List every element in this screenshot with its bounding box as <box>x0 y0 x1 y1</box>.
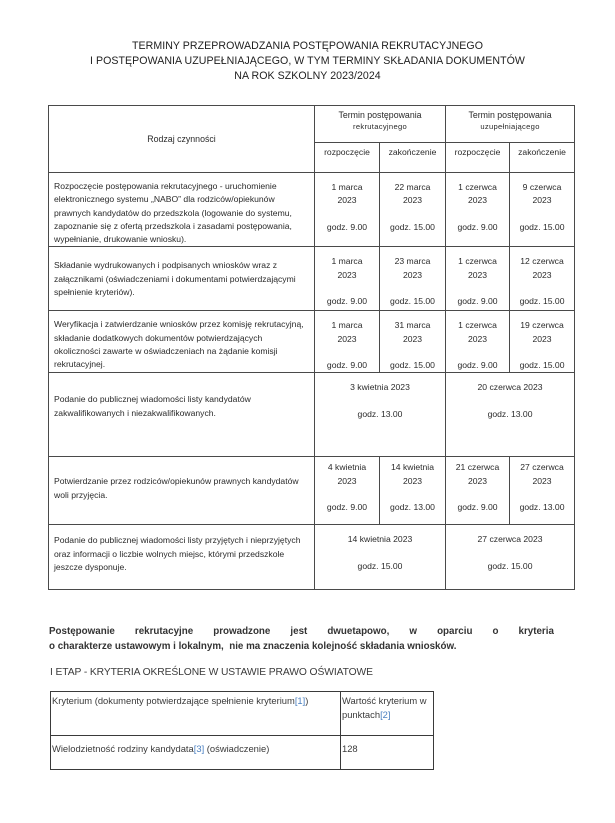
date-cell <box>446 311 510 373</box>
date-text: 4 kwietnia <box>327 462 367 473</box>
criterion-suffix: (oświadczenie) <box>204 743 270 754</box>
year-text: 2023 <box>467 195 488 206</box>
word: jest <box>290 626 308 637</box>
activity-cell: Rozpoczęcie postępowania rekrutacyjnego - uruchomienie elektronicznego systemu „NABO” dla rodziców/opiekunów prawnych kandydatów do przedszkola (logowanie do systemu, zapoznanie się z ofertą przedszkola i zasadami postępowania, wypełnianie, drukowanie wniosku). <box>49 173 315 247</box>
header-recruitment-group <box>315 106 446 143</box>
year-text: 2023 <box>337 333 357 344</box>
header-activity: Rodzaj czynności <box>49 106 315 173</box>
date-cell <box>510 173 575 247</box>
date-text: 1 czerwca <box>458 256 497 267</box>
year-text: 2023 <box>467 333 488 344</box>
date-cell <box>380 247 446 311</box>
year-text: 2023 <box>337 195 357 206</box>
header-group2-line1: Termin postępowania <box>468 110 552 120</box>
time-text: godz. 13.00 <box>390 502 435 513</box>
year-text: 2023 <box>402 195 423 206</box>
time-text: godz. 15.00 <box>519 221 565 232</box>
time-text: godz. 9.00 <box>326 296 368 307</box>
time-text: godz. 9.00 <box>457 221 498 232</box>
date-text: 12 czerwca <box>520 256 564 267</box>
header-supplementary-group <box>446 106 575 143</box>
date-cell <box>315 311 380 373</box>
table-row <box>49 311 575 373</box>
date-cell <box>315 247 380 311</box>
word: rekrutacyjne <box>134 626 194 637</box>
word: oparciu <box>437 626 473 637</box>
date-cell <box>510 247 575 311</box>
merged-date-cell <box>315 373 446 457</box>
date-text: 3 kwietnia 2023 <box>350 382 410 393</box>
time-text: godz. 9.00 <box>457 502 498 513</box>
activity-cell: Potwierdzanie przez rodziców/opiekunów prawnych kandydatów woli przyjęcia. <box>49 457 315 525</box>
criteria-header-criterion <box>51 692 341 736</box>
date-cell <box>510 311 575 373</box>
time-text: godz. 15.00 <box>487 560 533 571</box>
criterion-header-text: Kryterium (dokumenty potwierdzające spełnienie kryterium <box>52 695 295 706</box>
date-text: 27 czerwca <box>520 462 564 473</box>
footnote-link-2[interactable]: [2] <box>380 709 391 720</box>
year-text: 2023 <box>532 333 552 344</box>
schedule-table <box>48 105 575 590</box>
header-end-1: zakończenie <box>380 143 446 173</box>
year-text: 2023 <box>337 475 357 486</box>
date-text: 20 czerwca 2023 <box>477 382 543 393</box>
year-text: 2023 <box>402 475 423 486</box>
year-text: 2023 <box>402 269 423 280</box>
title-line-1: TERMINY PRZEPROWADZANIA POSTĘPOWANIA REKRUTACYJNEGO <box>131 40 483 52</box>
table-row <box>51 736 434 770</box>
date-cell <box>380 311 446 373</box>
merged-date-cell <box>315 525 446 590</box>
document-title <box>0 39 615 84</box>
criterion-cell <box>51 736 341 770</box>
date-text: 19 czerwca <box>520 320 564 331</box>
date-text: 1 marca <box>331 182 363 192</box>
year-text: 2023 <box>467 269 488 280</box>
table-row <box>49 525 575 590</box>
activity-cell: Składanie wydrukowanych i podpisanych wniosków wraz z załącznikami (oświadczeniami i dokumentami potwierdzającymi spełnienie kryteriów). <box>49 247 315 311</box>
date-text: 14 kwietnia <box>391 462 434 473</box>
date-cell <box>446 173 510 247</box>
criterion-header-suffix: ) <box>305 695 309 706</box>
activity-cell: Weryfikacja i zatwierdzanie wniosków przez komisję rekrutacyjną, składanie dodatkowych dokumentów potwierdzających okoliczności zawarte w oświadczeniach na żądanie komisji rekrutacyjnej. <box>49 311 315 373</box>
table-row <box>49 457 575 525</box>
time-text: godz. 15.00 <box>357 560 403 571</box>
merged-date-cell <box>446 373 575 457</box>
title-line-2: I POSTĘPOWANIA UZUPEŁNIAJĄCEGO, W TYM TERMINY SKŁADANIA DOKUMENTÓW <box>90 55 525 67</box>
date-cell <box>380 457 446 525</box>
date-text: 1 marca <box>331 256 363 267</box>
time-text: godz. 15.00 <box>390 360 435 371</box>
header-group1-line1: Termin postępowania <box>338 110 422 120</box>
year-text: 2023 <box>532 195 552 206</box>
date-text: 9 czerwca <box>522 182 562 192</box>
header-start-2: rozpoczęcie <box>446 143 510 173</box>
header-group1-line2: rekrutacyjnego <box>353 122 408 131</box>
date-text: 14 kwietnia 2023 <box>347 534 413 545</box>
footnote-link-3[interactable]: [3] <box>193 743 205 754</box>
criteria-header-value <box>341 692 434 736</box>
value-cell: 128 <box>341 736 434 770</box>
date-cell <box>446 247 510 311</box>
process-description-line-1 <box>49 624 554 639</box>
year-text: 2023 <box>337 269 357 280</box>
criterion-text: Wielodzietność rodziny kandydata <box>52 743 194 754</box>
footnote-link-1[interactable]: [1] <box>294 695 306 706</box>
table-row <box>49 173 575 247</box>
time-text: godz. 15.00 <box>390 296 435 307</box>
word: kryteria <box>518 626 554 637</box>
process-description-line-2: o charakterze ustawowym i lokalnym, nie ma znaczenia kolejność składania wniosków. <box>49 641 457 652</box>
time-text: godz. 13.00 <box>487 408 533 419</box>
criteria-header-row <box>51 692 434 736</box>
header-end-2: zakończenie <box>510 143 575 173</box>
title-line-3: NA ROK SZKOLNY 2023/2024 <box>234 70 381 82</box>
process-description <box>49 624 571 654</box>
date-text: 1 czerwca <box>458 182 497 192</box>
date-cell <box>510 457 575 525</box>
date-text: 1 marca <box>331 320 363 331</box>
date-text: 31 marca <box>394 320 431 331</box>
year-text: 2023 <box>532 475 552 486</box>
criteria-table <box>50 691 434 770</box>
word: o <box>492 626 499 637</box>
date-text: 22 marca <box>394 182 431 192</box>
time-text: godz. 15.00 <box>519 296 565 307</box>
time-text: godz. 9.00 <box>457 360 498 371</box>
activity-cell: Podanie do publicznej wiadomości listy przyjętych i nieprzyjętych oraz informacji o liczbie wolnych miejsc, którymi przedszkole jeszcze dysponuje. <box>49 525 315 590</box>
header-start-1: rozpoczęcie <box>315 143 380 173</box>
date-cell <box>315 173 380 247</box>
table-row <box>49 373 575 457</box>
time-text: godz. 15.00 <box>390 221 435 232</box>
time-text: godz. 13.00 <box>519 502 565 513</box>
value-header-text: Wartość kryterium w punktach <box>342 695 427 720</box>
date-cell <box>446 457 510 525</box>
table-row <box>49 247 575 311</box>
time-text: godz. 13.00 <box>357 408 403 419</box>
year-text: 2023 <box>402 333 423 344</box>
year-text: 2023 <box>532 269 552 280</box>
time-text: godz. 9.00 <box>457 296 498 307</box>
merged-date-cell <box>446 525 575 590</box>
date-cell <box>380 173 446 247</box>
date-cell <box>315 457 380 525</box>
date-text: 1 czerwca <box>458 320 497 331</box>
time-text: godz. 9.00 <box>326 360 368 371</box>
word: prowadzone <box>213 626 271 637</box>
year-text: 2023 <box>467 475 488 486</box>
date-text: 27 czerwca 2023 <box>477 534 543 545</box>
word: Postępowanie <box>49 626 115 637</box>
date-text: 21 czerwca <box>455 462 500 473</box>
time-text: godz. 9.00 <box>326 502 368 513</box>
word: w <box>409 626 418 637</box>
date-text: 23 marca <box>394 256 431 267</box>
word: dwuetapowo, <box>327 626 390 637</box>
header-group2-line2: uzupełniającego <box>480 122 540 131</box>
activity-cell: Podanie do publicznej wiadomości listy kandydatów zakwalifikowanych i niezakwalifikowanych. <box>49 373 315 457</box>
stage-heading: I ETAP - KRYTERIA OKREŚLONE W USTAWIE PRAWO OŚWIATOWE <box>50 667 373 678</box>
time-text: godz. 9.00 <box>326 221 368 232</box>
time-text: godz. 15.00 <box>519 360 565 371</box>
